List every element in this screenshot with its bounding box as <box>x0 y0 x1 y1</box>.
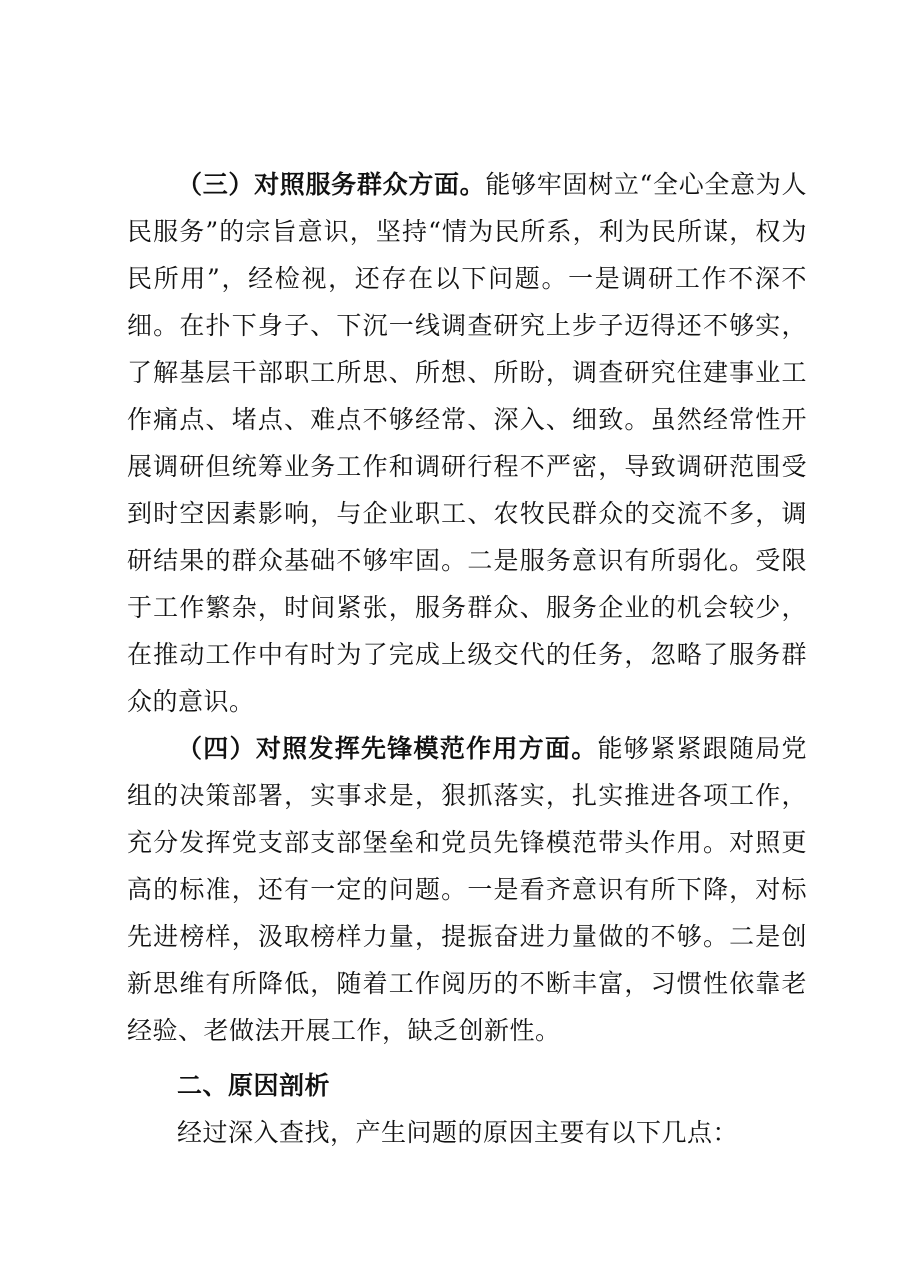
section-4-paragraph <box>127 725 807 1054</box>
section-4-body: 能够紧紧跟随局党组的决策部署，实事求是，狠抓落实，扎实推进各项工作，充分发挥党支部支部堡垒和党员先锋模范带头作用。对照更高的标准，还有一定的问题。一是看齐意识有所下降，对标先进榜样，汲取榜样力量，提振奋进力量做的不够。二是创新思维有所降低，随着工作阅历的不断丰富，习惯性依靠老经验、老做法开展工作，缺乏创新性。 <box>127 734 807 1045</box>
section-3-body: 能够牢固树立“全心全意为人民服务”的宗旨意识，坚持“情为民所系，利为民所谋，权为民所用”，经检视，还存在以下问题。一是调研工作不深不细。在扑下身子、下沉一线调查研究上步子迈得还不够实，了解基层干部职工所思、所想、所盼，调查研究住建事业工作痛点、堵点、难点不够经常、深入、细致。虽然经常性开展调研但统筹业务工作和调研行程不严密，导致调研范围受到时空因素影响，与企业职工、农牧民群众的交流不多，调研结果的群众基础不够牢固。二是服务意识有所弱化。受限于工作繁杂，时间紧张，服务群众、服务企业的机会较少，在推动工作中有时为了完成上级交代的任务，忽略了服务群众的意识。 <box>127 170 807 716</box>
section-heading-cause-analysis: 二、原因剖析 <box>177 1071 331 1100</box>
section-3-lead: （三）对照服务群众方面。 <box>177 170 486 199</box>
section-4-lead: （四）对照发挥先锋模范作用方面。 <box>177 734 598 763</box>
cause-analysis-intro: 经过深入查找，产生问题的原因主要有以下几点： <box>177 1118 739 1147</box>
section-3-paragraph <box>127 161 807 725</box>
document-body <box>127 161 807 1156</box>
